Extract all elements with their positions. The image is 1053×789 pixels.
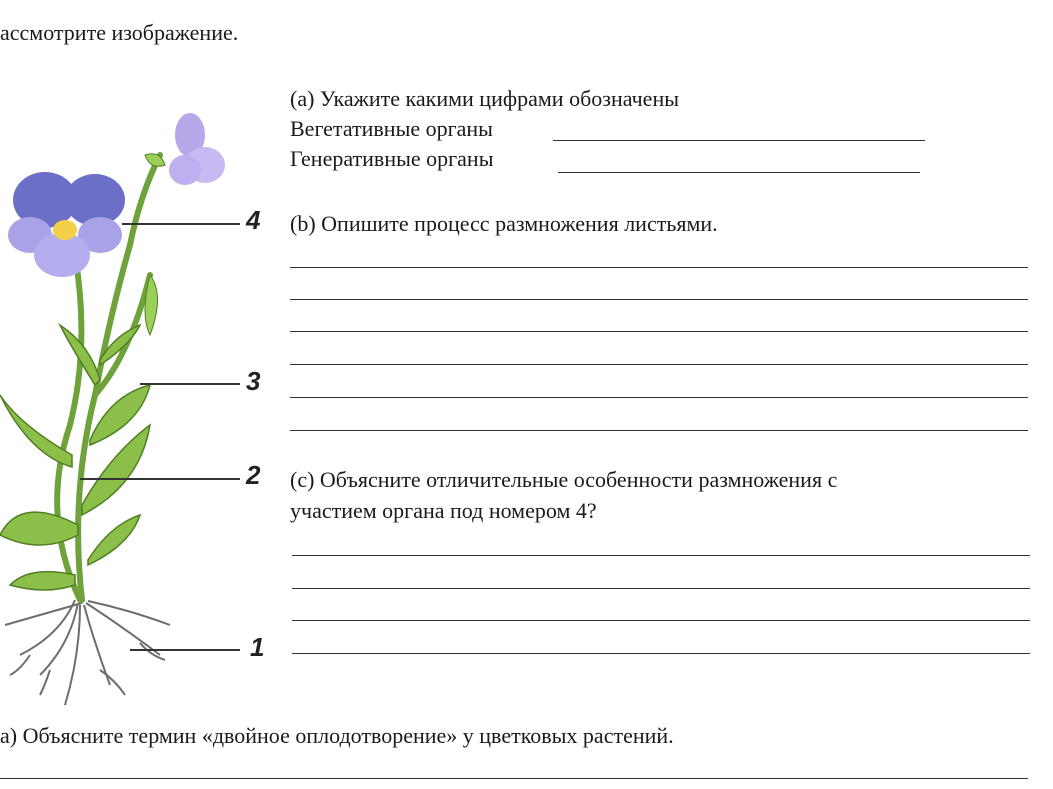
- answer-b-line-4[interactable]: [290, 364, 1028, 365]
- pointer-line-4: [122, 223, 240, 225]
- vegetative-organs-label: Вегетативные органы: [290, 116, 493, 141]
- pointer-line-2: [80, 478, 240, 480]
- answer-c-line-1[interactable]: [292, 555, 1030, 556]
- question-c-prompt-line2: участием органа под номером 4?: [290, 498, 597, 523]
- figure-label-2: 2: [246, 460, 261, 490]
- answer-b-line-3[interactable]: [290, 331, 1028, 332]
- answer-c-line-4[interactable]: [292, 653, 1030, 654]
- figure-label-1: 1: [250, 632, 265, 662]
- leaves-drawing: [0, 325, 150, 590]
- pointer-line-3: [140, 383, 240, 385]
- small-flower-drawing: [169, 113, 225, 185]
- answer-b-line-2[interactable]: [290, 299, 1028, 300]
- instruction-text: ассмотрите изображение.: [0, 20, 239, 45]
- question-c-prompt-line1: (c) Объясните отличительные особенности размножения с: [290, 467, 838, 492]
- generative-organs-label: Генеративные органы: [290, 146, 494, 171]
- figure-label-4: 4: [246, 205, 261, 235]
- main-flower-drawing: [8, 172, 125, 277]
- answer-c-line-2[interactable]: [292, 588, 1030, 589]
- answer-b-line-1[interactable]: [290, 267, 1028, 268]
- answer-c-line-3[interactable]: [292, 620, 1030, 621]
- question-b-prompt: (b) Опишите процесс размножения листьями.: [290, 211, 718, 236]
- answer-b-line-6[interactable]: [290, 430, 1028, 431]
- question-a-prompt: (а) Укажите какими цифрами обозначены: [290, 86, 679, 111]
- roots-drawing: [5, 600, 170, 705]
- pansy-plant-illustration: [0, 95, 280, 715]
- pointer-line-1: [130, 649, 240, 651]
- figure-label-3: 3: [246, 366, 261, 396]
- generative-answer-line[interactable]: [558, 172, 920, 173]
- answer-b-line-5[interactable]: [290, 397, 1028, 398]
- answer-d-line-1[interactable]: [0, 778, 1028, 779]
- question-d-prompt: а) Объясните термин «двойное оплодотворение» у цветковых растений.: [0, 723, 674, 748]
- vegetative-answer-line[interactable]: [553, 140, 925, 141]
